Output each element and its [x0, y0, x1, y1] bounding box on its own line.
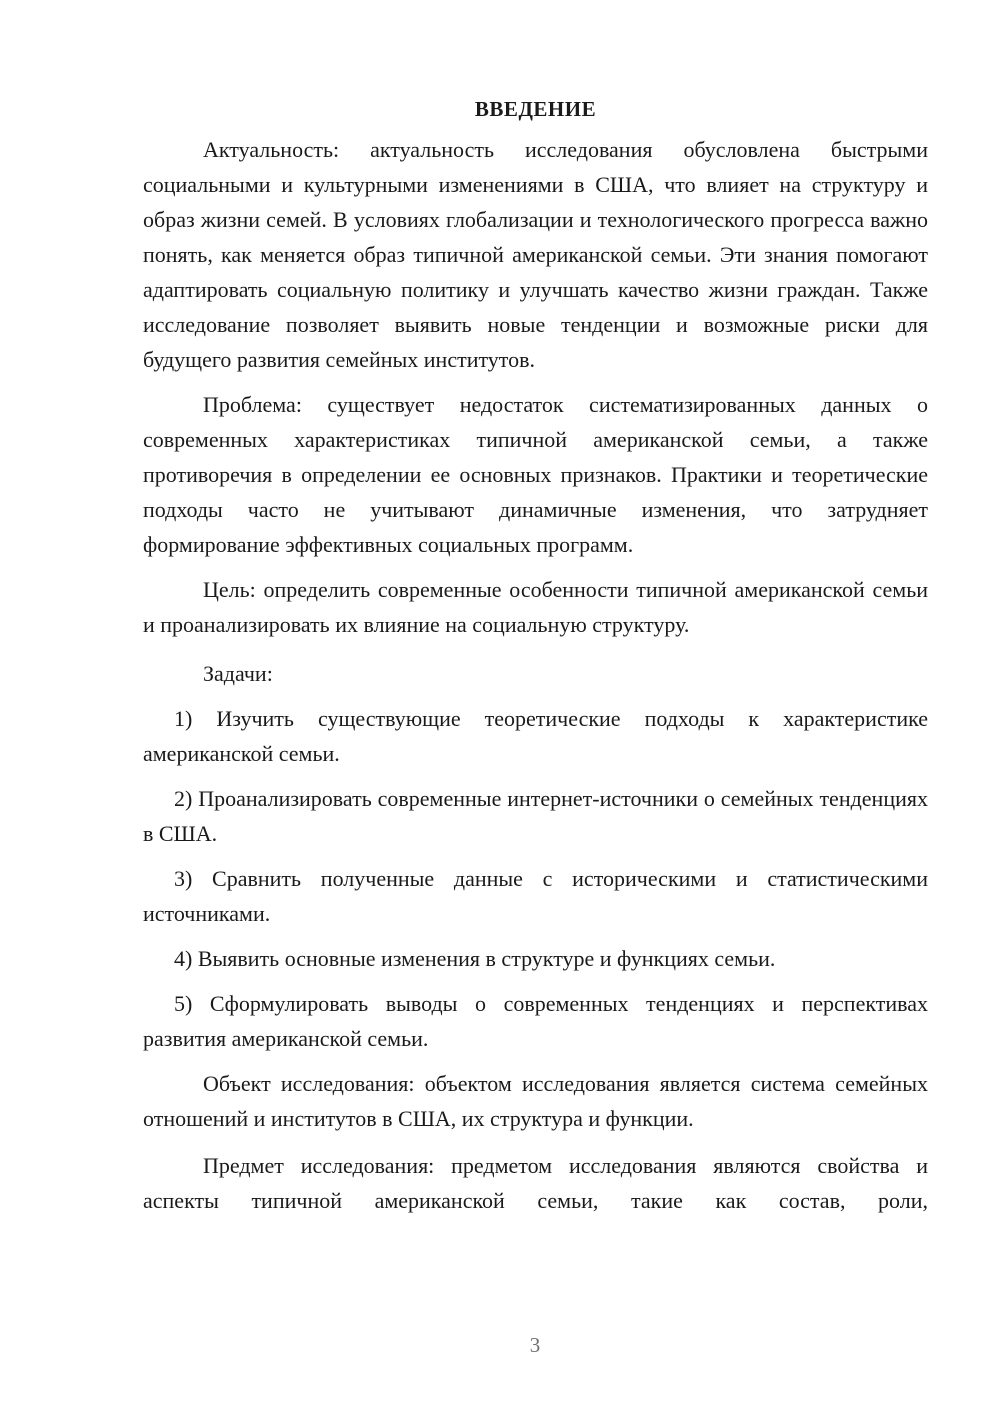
document-page: [143, 92, 928, 1218]
task-item-5: 5) Сформулировать выводы о современных тенденциях и перспективах развития американской семьи.: [143, 991, 928, 1051]
task-item-2: 2) Проанализировать современные интернет-источники о семейных тенденциях в США.: [143, 786, 928, 846]
task-item-4: 4) Выявить основные изменения в структуре и функциях семьи.: [174, 946, 776, 971]
task-item-1: 1) Изучить существующие теоретические подходы к характеристике американской семьи.: [143, 706, 928, 766]
problem-paragraph: Проблема: существует недостаток систематизированных данных о современных характеристиках типичной американской семьи, а также противоречия в определении ее основных признаков. Практики и теоретические подходы часто не учитывают динамичные изменения, что затрудняет формирование эффективных социальных программ.: [143, 392, 928, 557]
relevance-paragraph: Актуальность: актуальность исследования обусловлена быстрыми социальными и культурными изменениями в США, что влияет на структуру и образ жизни семей. В условиях глобализации и технологического прогресса важно понять, как меняется образ типичной американской семьи. Эти знания помогают адаптировать социальную политику и улучшать качество жизни граждан. Также исследование позволяет выявить новые тенденции и возможные риски для будущего развития семейных институтов.: [143, 137, 928, 372]
task-item-3: 3) Сравнить полученные данные с историческими и статистическими источниками.: [143, 866, 928, 926]
section-title: ВВЕДЕНИЕ: [474, 97, 597, 121]
subject-paragraph: Предмет исследования: предметом исследования являются свойства и аспекты типичной американской семьи, такие как состав, роли,: [143, 1153, 928, 1213]
goal-paragraph: Цель: определить современные особенности типичной американской семьи и проанализировать их влияние на социальную структуру.: [143, 577, 928, 637]
page-number: 3: [529, 1333, 541, 1357]
object-paragraph: Объект исследования: объектом исследования является система семейных отношений и институтов в США, их структура и функции.: [143, 1071, 928, 1131]
tasks-heading: Задачи:: [203, 661, 273, 686]
